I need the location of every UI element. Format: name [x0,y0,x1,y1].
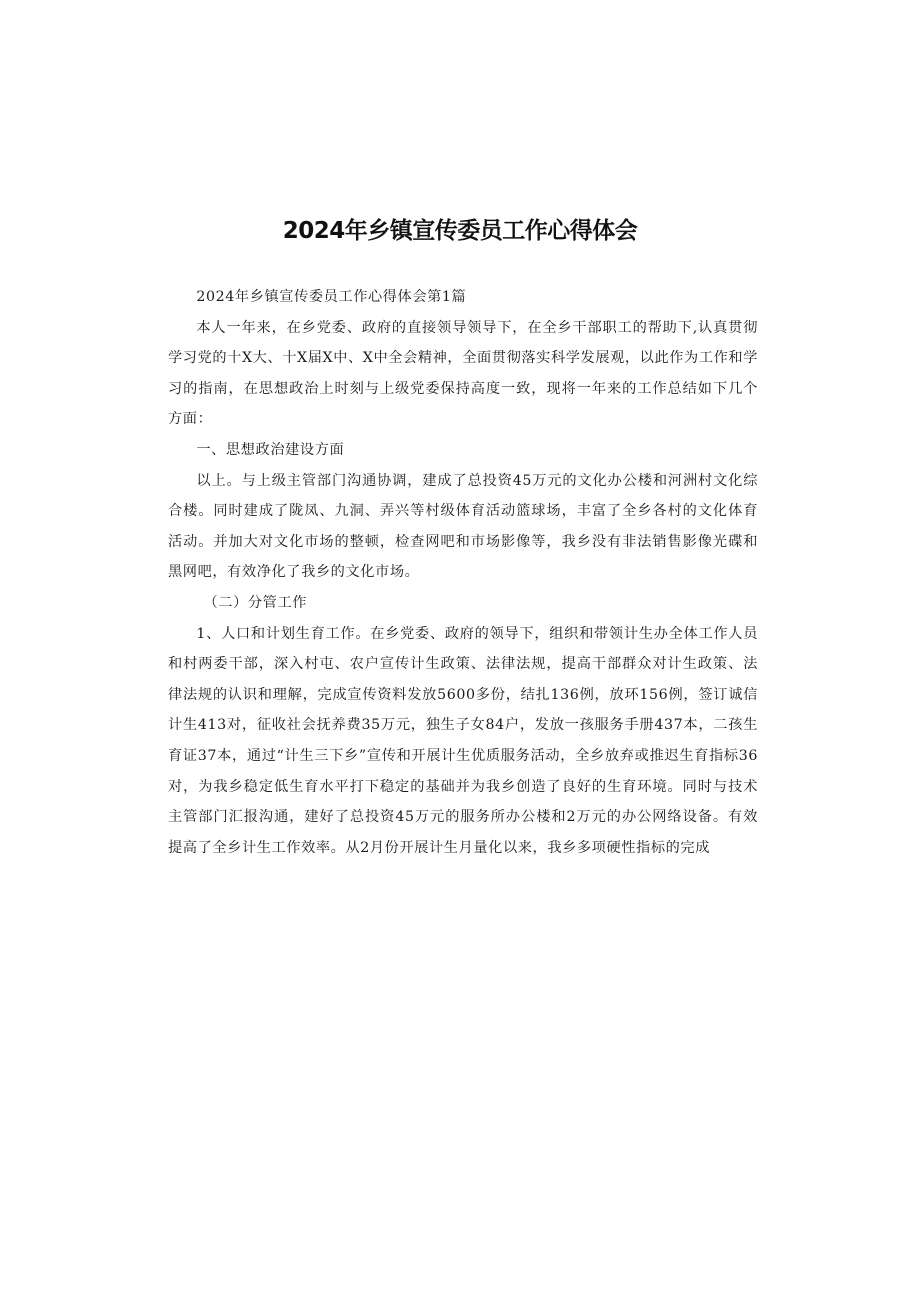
document-body [168,282,758,863]
section-heading-ideology: 一、思想政治建设方面 [196,441,345,458]
paragraph-intro: 本人一年来，在乡党委、政府的直接领导领导下，在全乡干部职工的帮助下,认真贯彻学习党的十X大、十X届X中、X中全会精神，全面贯彻落实科学发展观，以此作为工作和学习的指南，在思想政治上时刻与上级党委保持高度一致，现将一年来的工作总结如下几个方面： [168,319,758,428]
document-title: 2024年乡镇宣传委员工作心得体会 [282,218,638,244]
paragraph-family-planning: 1、人口和计划生育工作。在乡党委、政府的领导下，组织和带领计生办全体工作人员和村两委干部，深入村屯、农户宣传计生政策、法律法规，提高干部群众对计生政策、法律法规的认识和理解，完成宣传资料发放5600多份，结扎136例，放环156例，签订诚信计生413对，征收社会抚养费35万元，独生子女84户，发放一孩服务手册437本，二孩生育证37本，通过“计生三下乡”宣传和开展计生优质服务活动，全乡放弃或推迟生育指标36对，为我乡稳定低生育水平打下稳定的基础并为我乡创造了良好的生育环境。同时与技术主管部门汇报沟通，建好了总投资45万元的服务所办公楼和2万元的办公网络设备。有效提高了全乡计生工作效率。从2月份开展计生月量化以来，我乡多项硬性指标的完成 [168,625,758,856]
section-heading-responsibilities: （二）分管工作 [203,594,308,611]
section-heading: 2024年乡镇宣传委员工作心得体会第1篇 [196,289,467,305]
paragraph-culture: 以上。与上级主管部门沟通协调，建成了总投资45万元的文化办公楼和河洲村文化综合楼。同时建成了陇凤、九洞、弄兴等村级体育活动篮球场，丰富了全乡各村的文化体育活动。并加大对文化市场的整顿，检查网吧和市场影像等，我乡没有非法销售影像光碟和黑网吧，有效净化了我乡的文化市场。 [168,472,758,581]
